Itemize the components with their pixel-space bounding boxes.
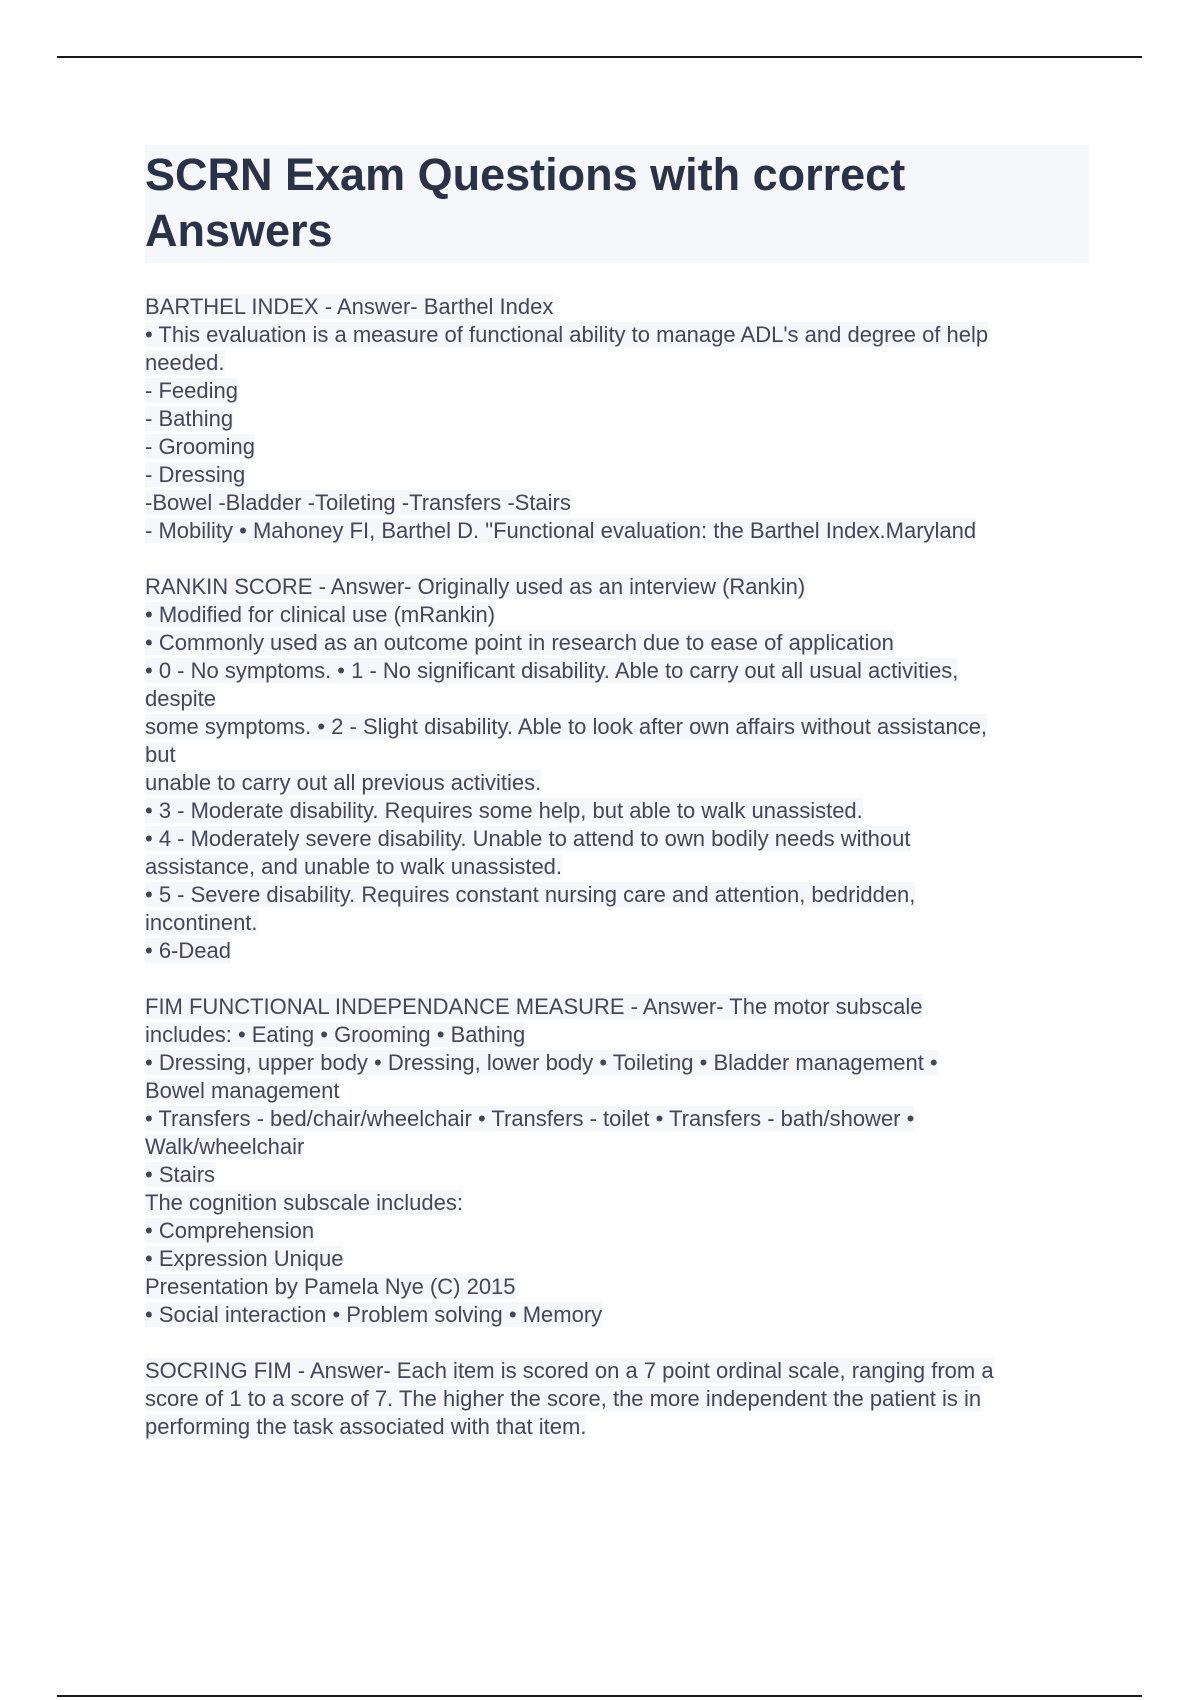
text-line bbox=[145, 1385, 1089, 1413]
text-line bbox=[145, 1049, 1089, 1077]
text-line-content: The cognition subscale includes: bbox=[145, 1190, 463, 1215]
bottom-rule bbox=[57, 1695, 1142, 1697]
text-line-content: • Stairs bbox=[145, 1162, 216, 1187]
text-line bbox=[145, 881, 1089, 909]
text-line-content: • 6-Dead bbox=[145, 938, 231, 963]
text-line bbox=[145, 1245, 1089, 1273]
document-body bbox=[145, 145, 1089, 1469]
text-line bbox=[145, 657, 1089, 685]
sections-container bbox=[145, 293, 1089, 1441]
text-line-content: performing the task associated with that item. bbox=[145, 1414, 587, 1439]
text-line-content: FIM FUNCTIONAL INDEPENDANCE MEASURE - Answer- The motor subscale bbox=[145, 994, 923, 1019]
text-line-content: • Modified for clinical use (mRankin) bbox=[145, 602, 496, 627]
text-line bbox=[145, 993, 1089, 1021]
text-line bbox=[145, 825, 1089, 853]
text-line-content: Bowel management bbox=[145, 1078, 340, 1103]
text-line-content: incontinent. bbox=[145, 910, 258, 935]
text-line bbox=[145, 937, 1089, 965]
text-line-content: - Mobility • Mahoney FI, Barthel D. "Functional evaluation: the Barthel Index.Maryland bbox=[145, 518, 977, 543]
text-line-content: needed. bbox=[145, 350, 225, 375]
text-line-content: - Dressing bbox=[145, 462, 246, 487]
text-line-content: - Bathing bbox=[145, 406, 234, 431]
top-rule bbox=[57, 56, 1142, 58]
text-line bbox=[145, 1105, 1089, 1133]
text-line bbox=[145, 601, 1089, 629]
text-line bbox=[145, 489, 1089, 517]
text-line bbox=[145, 797, 1089, 825]
text-line-content: • Transfers - bed/chair/wheelchair • Transfers - toilet • Transfers - bath/shower • bbox=[145, 1106, 915, 1131]
text-line-content: • Commonly used as an outcome point in research due to ease of application bbox=[145, 630, 894, 655]
text-line bbox=[145, 853, 1089, 881]
text-line-content: despite bbox=[145, 686, 216, 711]
qa-section bbox=[145, 573, 1089, 965]
text-line bbox=[145, 1413, 1089, 1441]
text-line-content: • Dressing, upper body • Dressing, lower body • Toileting • Bladder management • bbox=[145, 1050, 938, 1075]
text-line-content: Presentation by Pamela Nye (C) 2015 bbox=[145, 1274, 516, 1299]
text-line-content: -Bowel -Bladder -Toileting -Transfers -Stairs bbox=[145, 490, 571, 515]
text-line bbox=[145, 1189, 1089, 1217]
text-line bbox=[145, 1133, 1089, 1161]
text-line bbox=[145, 685, 1089, 713]
qa-section bbox=[145, 993, 1089, 1329]
text-line bbox=[145, 1077, 1089, 1105]
text-line-content: • Comprehension bbox=[145, 1218, 315, 1243]
text-line bbox=[145, 1161, 1089, 1189]
text-line bbox=[145, 629, 1089, 657]
text-line bbox=[145, 1301, 1089, 1329]
text-line bbox=[145, 293, 1089, 321]
text-line bbox=[145, 349, 1089, 377]
text-line-content: assistance, and unable to walk unassisted. bbox=[145, 854, 563, 879]
text-line bbox=[145, 321, 1089, 349]
text-line bbox=[145, 517, 1089, 545]
text-line-content: - Feeding bbox=[145, 378, 238, 403]
text-line bbox=[145, 1357, 1089, 1385]
text-line-content: score of 1 to a score of 7. The higher the score, the more independent the patient is in bbox=[145, 1386, 982, 1411]
text-line-content: Walk/wheelchair bbox=[145, 1134, 305, 1159]
text-line-content: • This evaluation is a measure of functional ability to manage ADL's and degree of help bbox=[145, 322, 989, 347]
document-title: SCRN Exam Questions with correct Answers bbox=[145, 149, 906, 256]
text-line bbox=[145, 769, 1089, 797]
text-line-content: • 4 - Moderately severe disability. Unable to attend to own bodily needs without bbox=[145, 826, 911, 851]
text-line-content: but bbox=[145, 742, 176, 767]
text-line bbox=[145, 433, 1089, 461]
text-line bbox=[145, 377, 1089, 405]
text-line-content: • 0 - No symptoms. • 1 - No significant disability. Able to carry out all usual activities, bbox=[145, 658, 959, 683]
qa-section bbox=[145, 1357, 1089, 1441]
text-line bbox=[145, 1273, 1089, 1301]
text-line-content: some symptoms. • 2 - Slight disability. Able to look after own affairs without assistance, bbox=[145, 714, 988, 739]
text-line-content: SOCRING FIM - Answer- Each item is scored on a 7 point ordinal scale, ranging from a bbox=[145, 1358, 994, 1383]
title-block bbox=[145, 145, 1089, 263]
text-line bbox=[145, 461, 1089, 489]
text-line-content: • Expression Unique bbox=[145, 1246, 344, 1271]
text-line-content: • 3 - Moderate disability. Requires some help, but able to walk unassisted. bbox=[145, 798, 863, 823]
text-line-content: includes: • Eating • Grooming • Bathing bbox=[145, 1022, 526, 1047]
text-line-content: - Grooming bbox=[145, 434, 256, 459]
qa-section bbox=[145, 293, 1089, 545]
text-line bbox=[145, 1021, 1089, 1049]
text-line bbox=[145, 741, 1089, 769]
text-line bbox=[145, 1217, 1089, 1245]
text-line-content: • Social interaction • Problem solving • Memory bbox=[145, 1302, 603, 1327]
text-line-content: RANKIN SCORE - Answer- Originally used as an interview (Rankin) bbox=[145, 574, 806, 599]
text-line-content: BARTHEL INDEX - Answer- Barthel Index bbox=[145, 294, 554, 319]
text-line bbox=[145, 573, 1089, 601]
text-line bbox=[145, 405, 1089, 433]
text-line-content: unable to carry out all previous activities. bbox=[145, 770, 542, 795]
text-line-content: • 5 - Severe disability. Requires constant nursing care and attention, bedridden, bbox=[145, 882, 916, 907]
text-line bbox=[145, 909, 1089, 937]
text-line bbox=[145, 713, 1089, 741]
